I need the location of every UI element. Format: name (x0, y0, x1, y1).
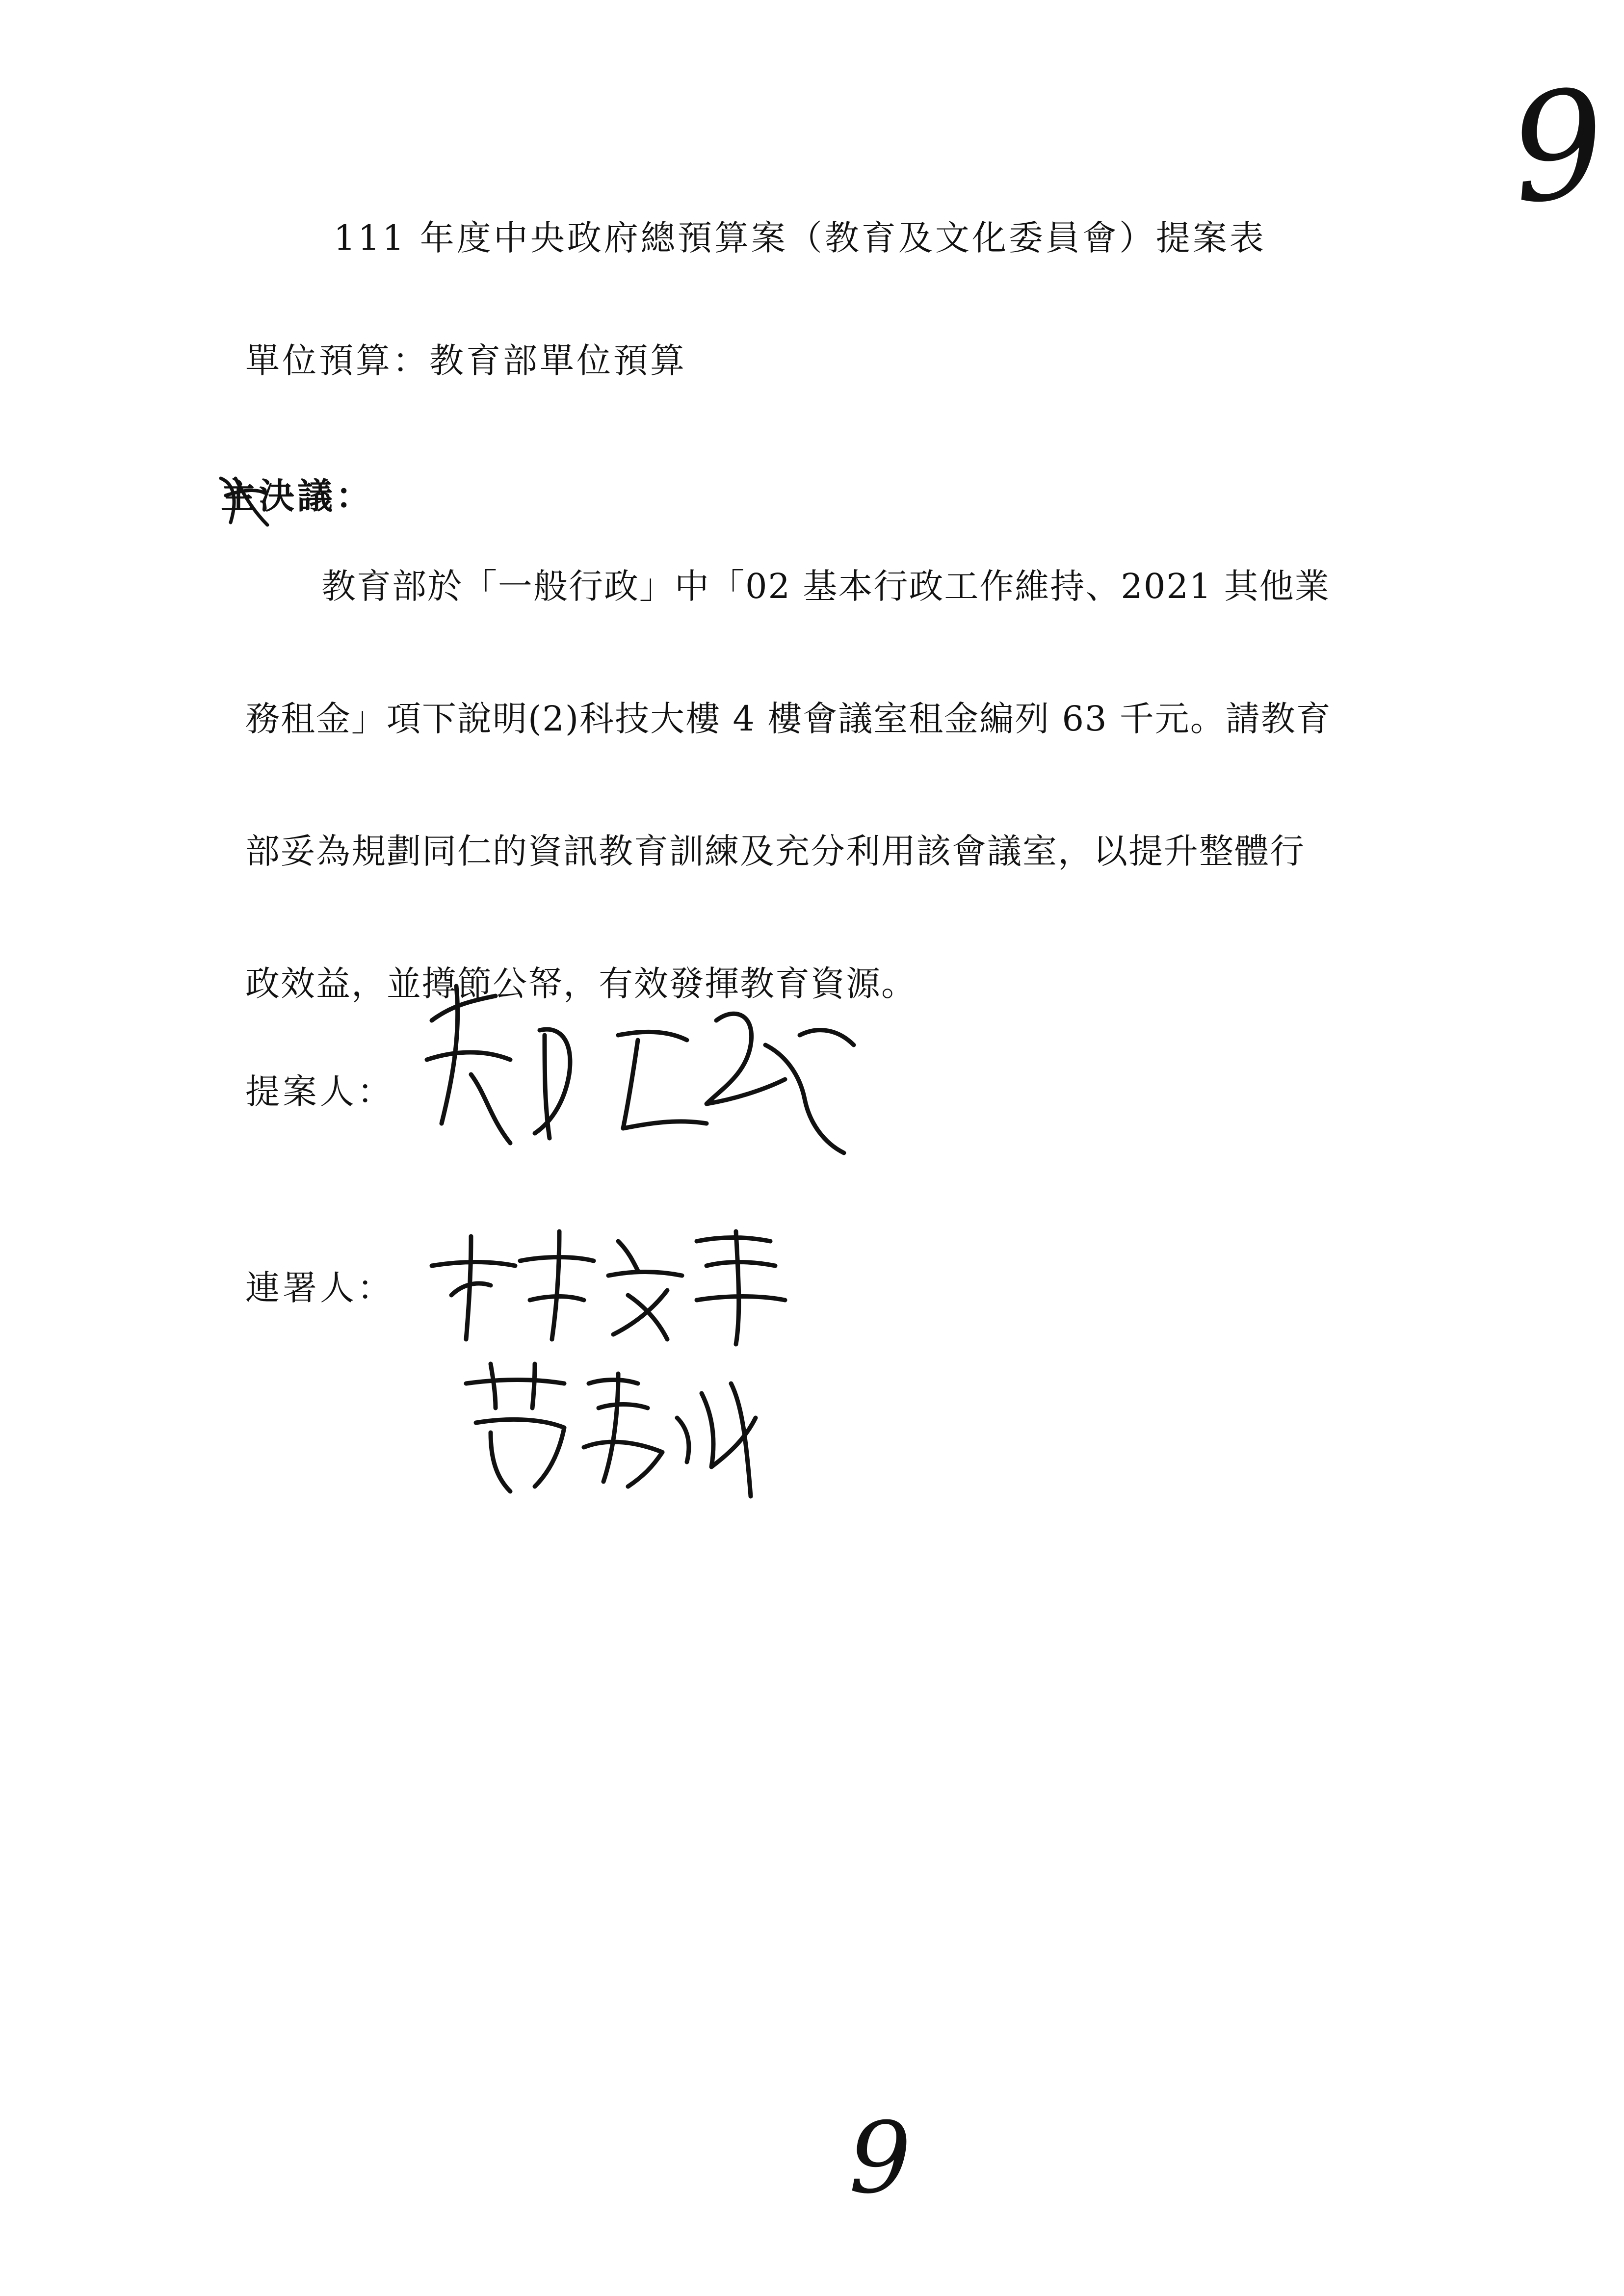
handwritten-page-mark: 9 (1502, 56, 1614, 237)
budget-unit-line: 單位預算：教育部單位預算 (245, 340, 687, 381)
cosigner-signature (456, 1354, 770, 1501)
proposer-label: 提案人： (245, 1071, 394, 1112)
body-line: 教育部於「一般行政」中「02 基本行政工作維持、2021 其他業 (321, 566, 1330, 606)
proposer-signature (412, 976, 878, 1163)
body-line: 部妥為規劃同仁的資訊教育訓練及充分利用該會議室，以提升整體行 (245, 831, 1305, 871)
resolution-heading: 主決議： (221, 475, 374, 517)
body-line: 政效益，並撙節公帑，有效發揮教育資源。 (245, 964, 917, 1004)
body-line: 務租金」項下說明(2)科技大樓 4 樓會議室租金編列 63 千元。請教育 (245, 699, 1332, 739)
cosigner-label: 連署人： (245, 1268, 394, 1308)
document-title: 111 年度中央政府總預算案（教育及文化委員會）提案表 (334, 218, 1266, 258)
page-number: 9 (849, 2101, 912, 2216)
cosigner-signature (422, 1222, 795, 1349)
